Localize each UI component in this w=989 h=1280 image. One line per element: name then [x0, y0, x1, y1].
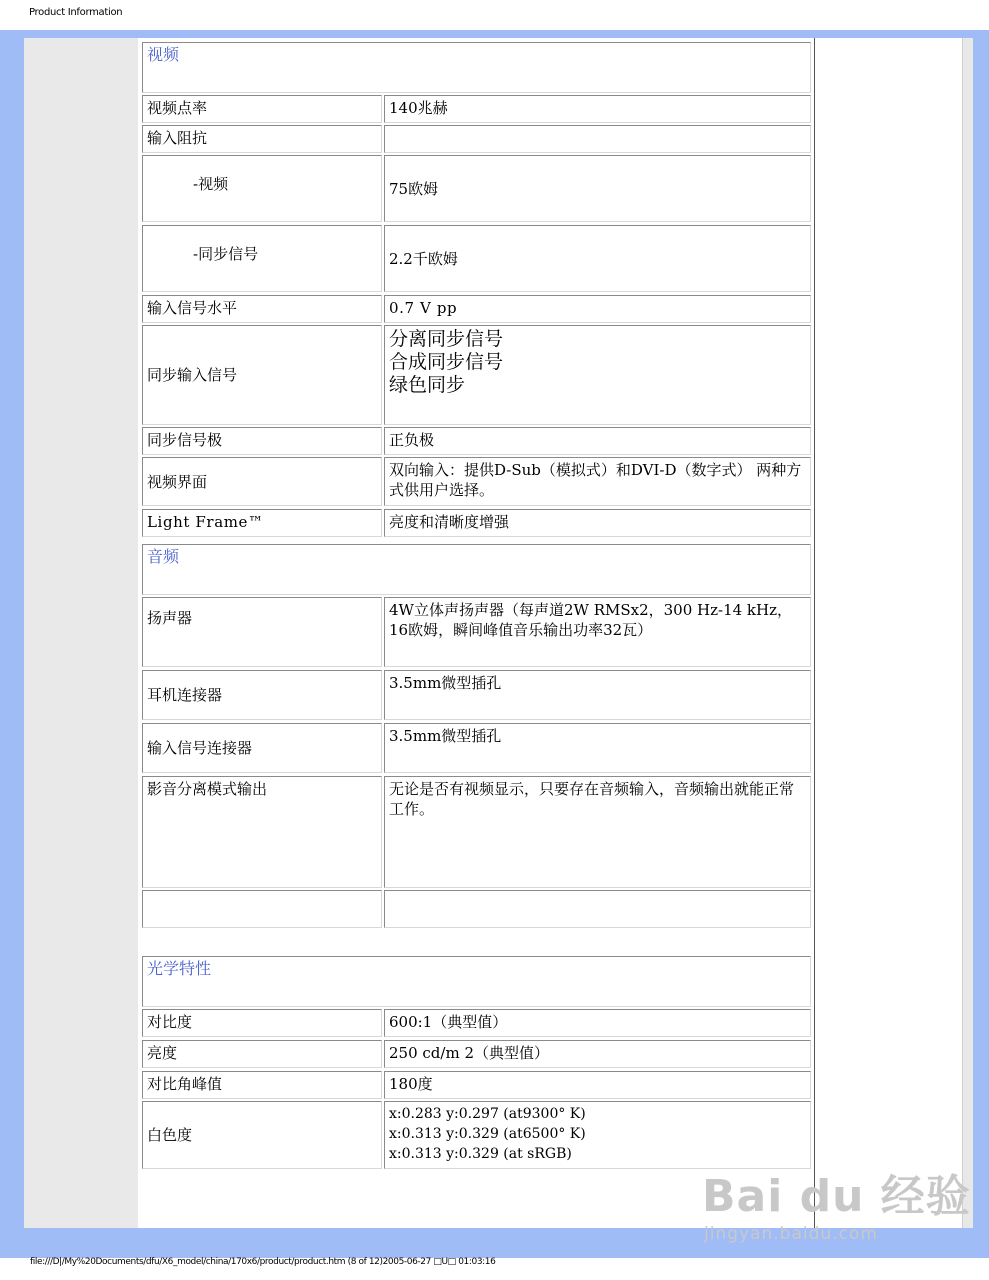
page-footer: file:///D|/My%20Documents/dfu/X6_model/china/170x6/product/product.htm (8 of 12)2005-06-27 □U□ 01:03:16 — [30, 1257, 496, 1267]
peak-contrast-angle-label: 对比角峰值 — [142, 1071, 382, 1099]
impedance-sync-label: -同步信号 — [142, 225, 382, 292]
contrast-label: 对比度 — [142, 1009, 382, 1037]
left-gray-column — [24, 38, 138, 1228]
white-point-srgb: x:0.313 y:0.329 (at sRGB) — [389, 1146, 572, 1162]
input-level-value: 0.7 V pp — [384, 295, 811, 323]
impedance-value-empty — [384, 125, 811, 153]
impedance-video-value: 75欧姆 — [384, 155, 811, 222]
sync-input-label: 同步输入信号 — [142, 325, 382, 425]
baidu-watermark — [702, 1160, 971, 1244]
white-point-9300: x:0.283 y:0.297 (at9300° K) — [389, 1106, 586, 1122]
section-audio-heading: 音频 — [142, 544, 811, 595]
interface-label: 视频界面 — [142, 457, 382, 506]
headphone-label: 耳机连接器 — [142, 670, 382, 720]
impedance-sync-value: 2.2千欧姆 — [384, 225, 811, 292]
brightness-label: 亮度 — [142, 1040, 382, 1068]
sync-input-value-3: 绿色同步 — [389, 374, 466, 396]
white-point-values — [384, 1101, 811, 1169]
input-connector-value: 3.5mm微型插孔 — [384, 723, 811, 773]
watermark-brand: Bai du 经验 — [702, 1171, 971, 1222]
sync-polarity-value: 正负极 — [384, 427, 811, 455]
brightness-value: 250 cd/m 2（典型值） — [384, 1040, 811, 1068]
sync-input-value-2: 合成同步信号 — [389, 351, 504, 373]
page-header: Product Information — [29, 7, 123, 18]
input-level-label: 输入信号水平 — [142, 295, 382, 323]
sync-polarity-label: 同步信号极 — [142, 427, 382, 455]
input-connector-label: 输入信号连接器 — [142, 723, 382, 773]
pixel-rate-value: 140兆赫 — [384, 95, 811, 123]
white-point-label: 白色度 — [142, 1101, 382, 1169]
av-mode-value: 无论是否有视频显示，只要存在音频输入，音频输出就能正常工作。 — [384, 776, 811, 888]
sync-input-values — [384, 325, 811, 425]
section-video-heading: 视频 — [142, 42, 811, 93]
pixel-rate-label: 视频点率 — [142, 95, 382, 123]
speaker-value: 4W立体声扬声器（每声道2W RMSx2，300 Hz-14 kHz，16欧姆，瞬间峰值音乐输出功率32瓦） — [384, 597, 811, 667]
impedance-label: 输入阻抗 — [142, 125, 382, 153]
empty-row-label — [142, 890, 382, 928]
watermark-url: jingyan.baidu.com — [704, 1224, 878, 1244]
empty-row-value — [384, 890, 811, 928]
white-point-6500: x:0.313 y:0.329 (at6500° K) — [389, 1126, 586, 1142]
headphone-value: 3.5mm微型插孔 — [384, 670, 811, 720]
interface-value: 双向输入：提供D-Sub（模拟式）和DVI-D（数字式） 两种方式供用户选择。 — [384, 457, 811, 506]
av-mode-label: 影音分离模式输出 — [142, 776, 382, 888]
column-divider — [814, 38, 815, 1228]
impedance-video-label: -视频 — [142, 155, 382, 222]
peak-contrast-angle-value: 180度 — [384, 1071, 811, 1099]
sync-input-value-1: 分离同步信号 — [389, 328, 504, 350]
scrollbar[interactable] — [962, 38, 973, 1228]
lightframe-value: 亮度和清晰度增强 — [384, 509, 811, 537]
contrast-value: 600:1（典型值） — [384, 1009, 811, 1037]
section-optical-heading: 光学特性 — [142, 956, 811, 1007]
lightframe-label: Light Frame™ — [142, 509, 382, 537]
speaker-label: 扬声器 — [142, 597, 382, 667]
